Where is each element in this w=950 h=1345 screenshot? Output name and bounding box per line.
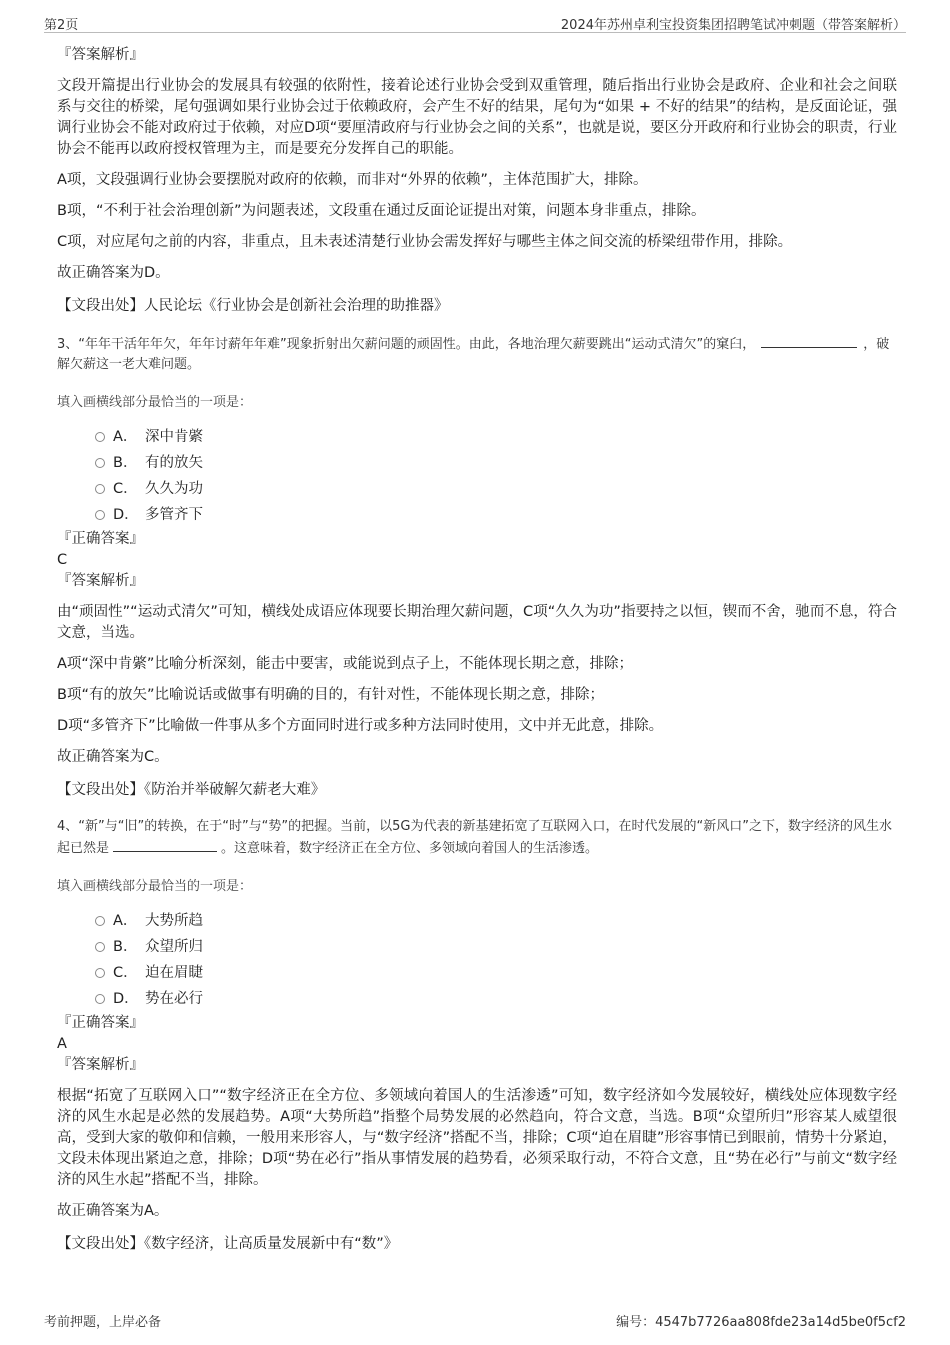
document-id: 编号：4547b7726aa808fde23a14d5be0f5cf2 <box>616 1315 906 1330</box>
q3-analysis-a: A项“深中肯綮”比喻分析深刻，能击中要害，或能说到点子上，不能体现长期之意，排除； <box>57 656 633 672</box>
radio-icon[interactable] <box>95 484 105 494</box>
q2-analysis-a: A项，文段强调行业协会要摆脱对政府的依赖，而非对“外界的依赖”，主体范围扩大，排除。 <box>57 172 648 188</box>
q4-stem <box>57 817 897 859</box>
radio-icon[interactable] <box>95 942 105 952</box>
q3-option-d[interactable]: D． 多管齐下 <box>95 502 897 528</box>
q3-option-b[interactable]: B． 有的放矢 <box>95 450 897 476</box>
document-title: 2024年苏州卓利宝投资集团招聘笔试冲刺题（带答案解析） <box>560 18 906 33</box>
footer-slogan: 考前押题，上岸必备 <box>44 1315 162 1330</box>
q4-conclusion: 故正确答案为A。 <box>57 1203 169 1219</box>
analysis-label: 『答案解析』 <box>57 47 144 63</box>
q3-source: 【文段出处】《防治并举破解欠薪老大难》 <box>57 782 326 798</box>
q4-answer: A <box>57 1036 67 1052</box>
q4-option-a[interactable]: A． 大势所趋 <box>95 908 897 934</box>
radio-icon[interactable] <box>95 994 105 1004</box>
radio-icon[interactable] <box>95 968 105 978</box>
correct-answer-label: 『正确答案』 <box>57 531 144 547</box>
q3-analysis-d: D项“多管齐下”比喻做一件事从多个方面同时进行或多种方法同时使用，文中并无此意，排除。 <box>57 718 664 734</box>
page-footer <box>44 1311 906 1331</box>
q2-source: 【文段出处】人民论坛《行业协会是创新社会治理的助推器》 <box>57 298 449 314</box>
page-content <box>57 44 897 1253</box>
page-header <box>44 12 906 33</box>
q2-analysis-c: C项，对应尾句之前的内容，非重点，且未表述清楚行业协会需发挥好与哪些主体之间交流的桥梁纽带作用，排除。 <box>57 234 793 250</box>
radio-icon[interactable] <box>95 458 105 468</box>
q4-options <box>95 908 897 1012</box>
q3-option-c[interactable]: C． 久久为功 <box>95 476 897 502</box>
analysis-label: 『答案解析』 <box>57 1057 144 1073</box>
page-number: 第2页 <box>44 18 79 33</box>
q2-analysis-main: 文段开篇提出行业协会的发展具有较强的依附性，接着论述行业协会受到双重管理，随后指出行业协会是政府、企业和社会之间联系与交往的桥梁，尾句强调如果行业协会过于依赖政府，会产生不好的结果，尾句为“如果 + 不好的结果”的结构，是反面论证，强调行业协会不能对政府过于依赖，对应D项“要厘清政府与行业协会之间的关系”，也就是说，要区分开政府和行业协会的职责，行业协会不能再以政府授权管理为主，而是要充分发挥自己的职能。 <box>57 78 897 157</box>
q3-blank <box>761 333 857 348</box>
radio-icon[interactable] <box>95 432 105 442</box>
q2-conclusion: 故正确答案为D。 <box>57 265 170 281</box>
q4-analysis-main: 根据“拓宽了互联网入口”“数字经济正在全方位、多领域向着国人的生活渗透”可知，数字经济如今发展较好，横线处应体现数字经济的风生水起是必然的发展趋势。A项“大势所趋”指整个局势发展的必然趋向，符合文意，当选。B项“众望所归”形容某人威望很高，受到大家的敬仰和信赖，一般用来形容人，与“数字经济”搭配不当，排除；C项“迫在眉睫”形容事情已到眼前，情势十分紧迫，文段未体现出紧迫之意，排除；D项“势在必行”指从事情发展的趋势看，必须采取行动，不符合文意，且“势在必行”与前文“数字经济的风生水起”搭配不当，排除。 <box>57 1088 897 1188</box>
analysis-label: 『答案解析』 <box>57 573 144 589</box>
q3-option-a[interactable]: A． 深中肯綮 <box>95 424 897 450</box>
radio-icon[interactable] <box>95 510 105 520</box>
q3-options <box>95 424 897 528</box>
q4-option-b[interactable]: B． 众望所归 <box>95 934 897 960</box>
q4-blank <box>113 837 217 852</box>
q4-source: 【文段出处】《数字经济，让高质量发展新中有“数”》 <box>57 1236 399 1252</box>
q3-stem <box>57 333 897 375</box>
q3-stem-before: 3、“年年干活年年欠，年年讨薪年年难”现象折射出欠薪问题的顽固性。由此，各地治理欠薪要跳出“运动式清欠”的窠臼， <box>57 337 756 352</box>
q4-stem-after: 。这意味着，数字经济正在全方位、多领域向着国人的生活渗透。 <box>221 841 599 856</box>
q3-tip: 填入画横线部分最恰当的一项是： <box>57 395 253 410</box>
q3-conclusion: 故正确答案为C。 <box>57 749 169 765</box>
q2-analysis-b: B项，“不利于社会治理创新”为问题表述，文段重在通过反面论证提出对策，问题本身非重点，排除。 <box>57 203 706 219</box>
correct-answer-label: 『正确答案』 <box>57 1015 144 1031</box>
q3-stem-after: ，破解欠薪这一老大难问题。 <box>57 337 890 372</box>
q3-analysis-b: B项“有的放矢”比喻说话或做事有明确的目的，有针对性，不能体现长期之意，排除； <box>57 687 604 703</box>
q4-stem-before: 4、“新”与“旧”的转换，在于“时”与“势”的把握。当前，以5G为代表的新基建拓宽了互联网入口，在时代发展的“新风口”之下，数字经济的风生水起已然是 <box>57 819 892 856</box>
q4-option-c[interactable]: C． 迫在眉睫 <box>95 960 897 986</box>
q3-answer: C <box>57 552 68 568</box>
q4-tip: 填入画横线部分最恰当的一项是： <box>57 879 253 894</box>
q4-option-d[interactable]: D． 势在必行 <box>95 986 897 1012</box>
radio-icon[interactable] <box>95 916 105 926</box>
q3-analysis-main: 由“顽固性”“运动式清欠”可知，横线处成语应体现要长期治理欠薪问题，C项“久久为功”指要持之以恒，锲而不舍，驰而不息，符合文意，当选。 <box>57 604 897 641</box>
